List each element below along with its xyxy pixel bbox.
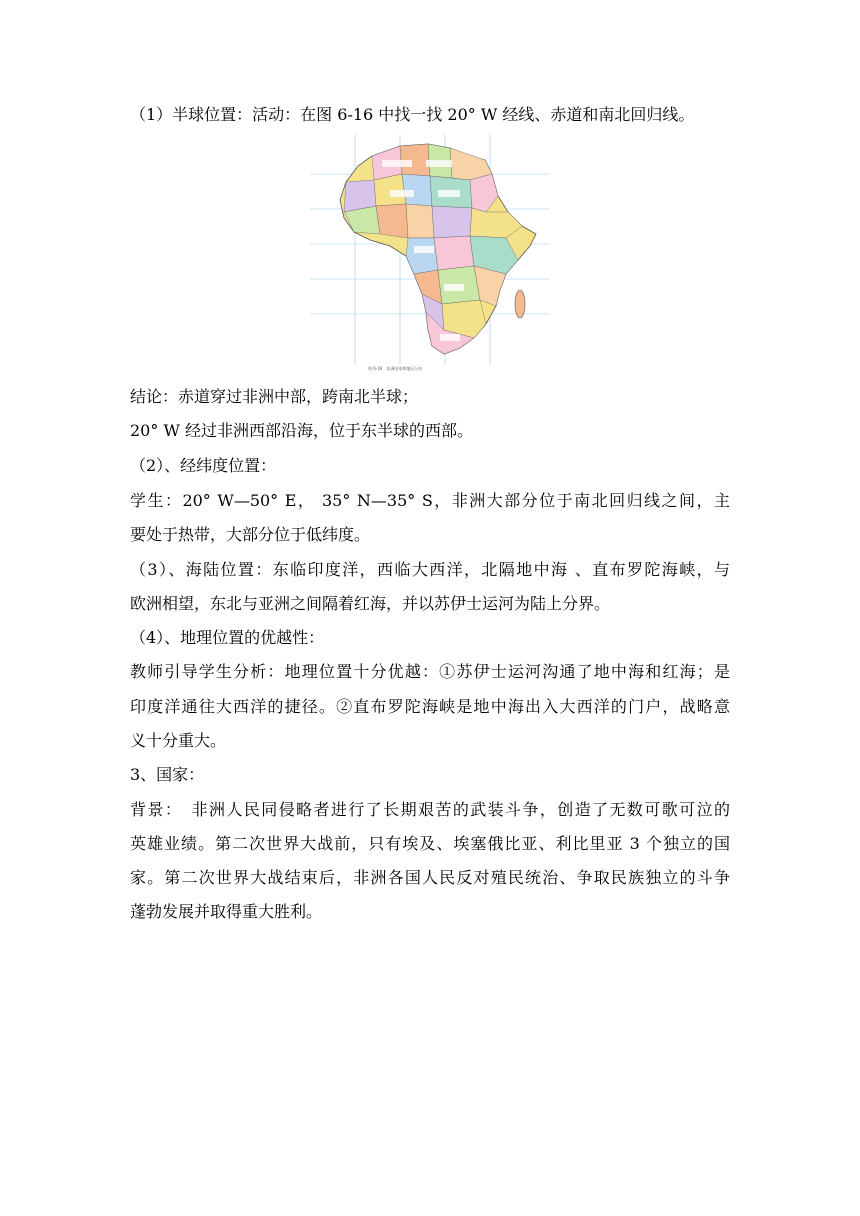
heading-countries: 3、国家： xyxy=(130,765,205,784)
paragraph-conclusion-20w: 20° W 经过非洲西部沿海，位于东半球的西部。 xyxy=(130,421,473,440)
africa-map xyxy=(310,134,550,374)
map-caption: 图 6-16 非洲国家和地区分布 xyxy=(368,366,423,371)
paragraph-background-line1: 背景： 非洲人民同侵略者进行了长期艰苦的武装斗争，创造了无数可歌可泣的 xyxy=(130,800,730,819)
heading-lat-long-position: （2）、经纬度位置： xyxy=(130,456,277,475)
paragraph-student-line2: 要处于热带，大部分位于低纬度。 xyxy=(130,525,371,544)
paragraph-sea-land-line1: （3）、海陆位置：东临印度洋，西临大西洋，北隔地中海 、直布罗陀海峡，与 xyxy=(130,560,730,579)
paragraph-hemisphere-activity: （1）半球位置：活动：在图 6-16 中找一找 20° W 经线、赤道和南北回归线。 xyxy=(130,105,695,124)
paragraph-conclusion-equator: 结论：赤道穿过非洲中部，跨南北半球； xyxy=(130,387,419,406)
paragraph-background-line3: 家。第二次世界大战结束后，非洲各国人民反对殖民统治、争取民族独立的斗争 xyxy=(130,868,730,887)
paragraph-background-line2: 英雄业绩。第二次世界大战前，只有埃及、埃塞俄比亚、利比里亚 3 个独立的国 xyxy=(130,834,730,853)
madagascar-shape xyxy=(515,290,525,318)
paragraph-teacher-line2: 印度洋通往大西洋的捷径。②直布罗陀海峡是地中海出入大西洋的门户，战略意 xyxy=(130,697,730,716)
africa-map-figure xyxy=(310,134,550,374)
heading-location-advantage: （4）、地理位置的优越性： xyxy=(130,628,325,647)
paragraph-teacher-line3: 义十分重大。 xyxy=(130,731,227,750)
paragraph-background-line4: 蓬勃发展并取得重大胜利。 xyxy=(130,902,323,921)
paragraph-sea-land-line2: 欧洲相望，东北与亚洲之间隔着红海，并以苏伊士运河为陆上分界。 xyxy=(130,594,611,613)
paragraph-student-line1: 学生：20° W—50° E， 35° N—35° S，非洲大部分位于南北回归线之间，主 xyxy=(130,491,730,510)
paragraph-teacher-line1: 教师引导学生分析：地理位置十分优越：①苏伊士运河沟通了地中海和红海；是 xyxy=(130,662,730,681)
